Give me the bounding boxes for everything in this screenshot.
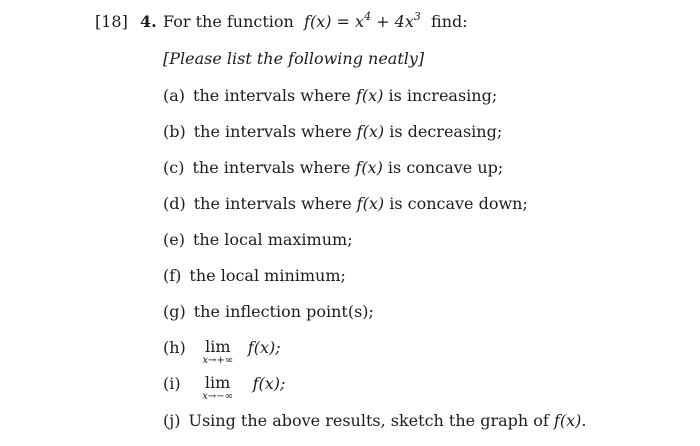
- item-text-before: the intervals where: [193, 86, 351, 105]
- lim-subscript: x→−∞: [202, 391, 233, 402]
- limit-minus-infinity: [189, 374, 247, 402]
- list-item-j: [163, 411, 586, 430]
- function-lhs: f(x) = x: [304, 12, 365, 31]
- item-text-before: Using the above results, sketch the graph of: [188, 411, 549, 430]
- limit-expression: f(x);: [252, 374, 286, 393]
- lim-word: lim: [204, 373, 231, 392]
- question-stem: [163, 12, 468, 31]
- list-item-e: [163, 230, 353, 249]
- list-item-h: [163, 338, 281, 366]
- list-item-g: [163, 302, 374, 321]
- question-number: 4.: [140, 12, 157, 31]
- list-item-f: [163, 266, 346, 285]
- item-letter: (g): [163, 302, 186, 321]
- stem-suffix: find:: [431, 12, 468, 31]
- exponent-3: 3: [413, 10, 421, 23]
- item-fx: f(x): [356, 194, 385, 213]
- function-expression: [304, 12, 421, 31]
- item-letter: (a): [163, 86, 186, 105]
- limit-expression: f(x);: [247, 338, 281, 357]
- item-text-before: the intervals where: [192, 158, 351, 177]
- limit-plus-infinity: [194, 338, 242, 366]
- item-fx: f(x): [355, 86, 384, 105]
- item-fx: f(x): [356, 122, 385, 141]
- item-letter: (h): [163, 338, 186, 357]
- item-letter: (j): [163, 411, 181, 430]
- exponent-4: 4: [364, 10, 372, 23]
- list-item-a: [163, 86, 497, 105]
- item-text-after: is concave up;: [387, 158, 504, 177]
- item-text-before: the intervals where: [193, 122, 352, 141]
- item-letter: (c): [163, 158, 185, 177]
- item-letter: (e): [163, 230, 185, 249]
- list-item-d: [163, 194, 528, 213]
- item-text-after: is decreasing;: [389, 122, 503, 141]
- item-letter: (b): [163, 122, 186, 141]
- list-item-i: [163, 374, 285, 402]
- item-letter: (f): [163, 266, 182, 285]
- item-text-after: is concave down;: [389, 194, 528, 213]
- function-plus-term: + 4x: [371, 12, 414, 31]
- item-text-after: .: [581, 411, 587, 430]
- list-item-b: [163, 122, 502, 141]
- item-text: the inflection point(s);: [193, 302, 374, 321]
- lim-word: lim: [205, 337, 231, 356]
- item-text-before: the intervals where: [193, 194, 352, 213]
- list-item-c: [163, 158, 503, 177]
- item-text: the local maximum;: [192, 230, 353, 249]
- stem-prefix: For the function: [163, 12, 294, 31]
- item-text: the local minimum;: [189, 266, 346, 285]
- item-text-after: is increasing;: [388, 86, 498, 105]
- lim-subscript: x→+∞: [202, 355, 234, 366]
- item-fx: f(x): [355, 158, 383, 177]
- item-fx: f(x): [553, 411, 582, 430]
- instruction-note: [Please list the following neatly]: [163, 49, 425, 68]
- item-letter: (i): [163, 374, 181, 393]
- marks-label: [18]: [95, 12, 128, 31]
- item-letter: (d): [163, 194, 186, 213]
